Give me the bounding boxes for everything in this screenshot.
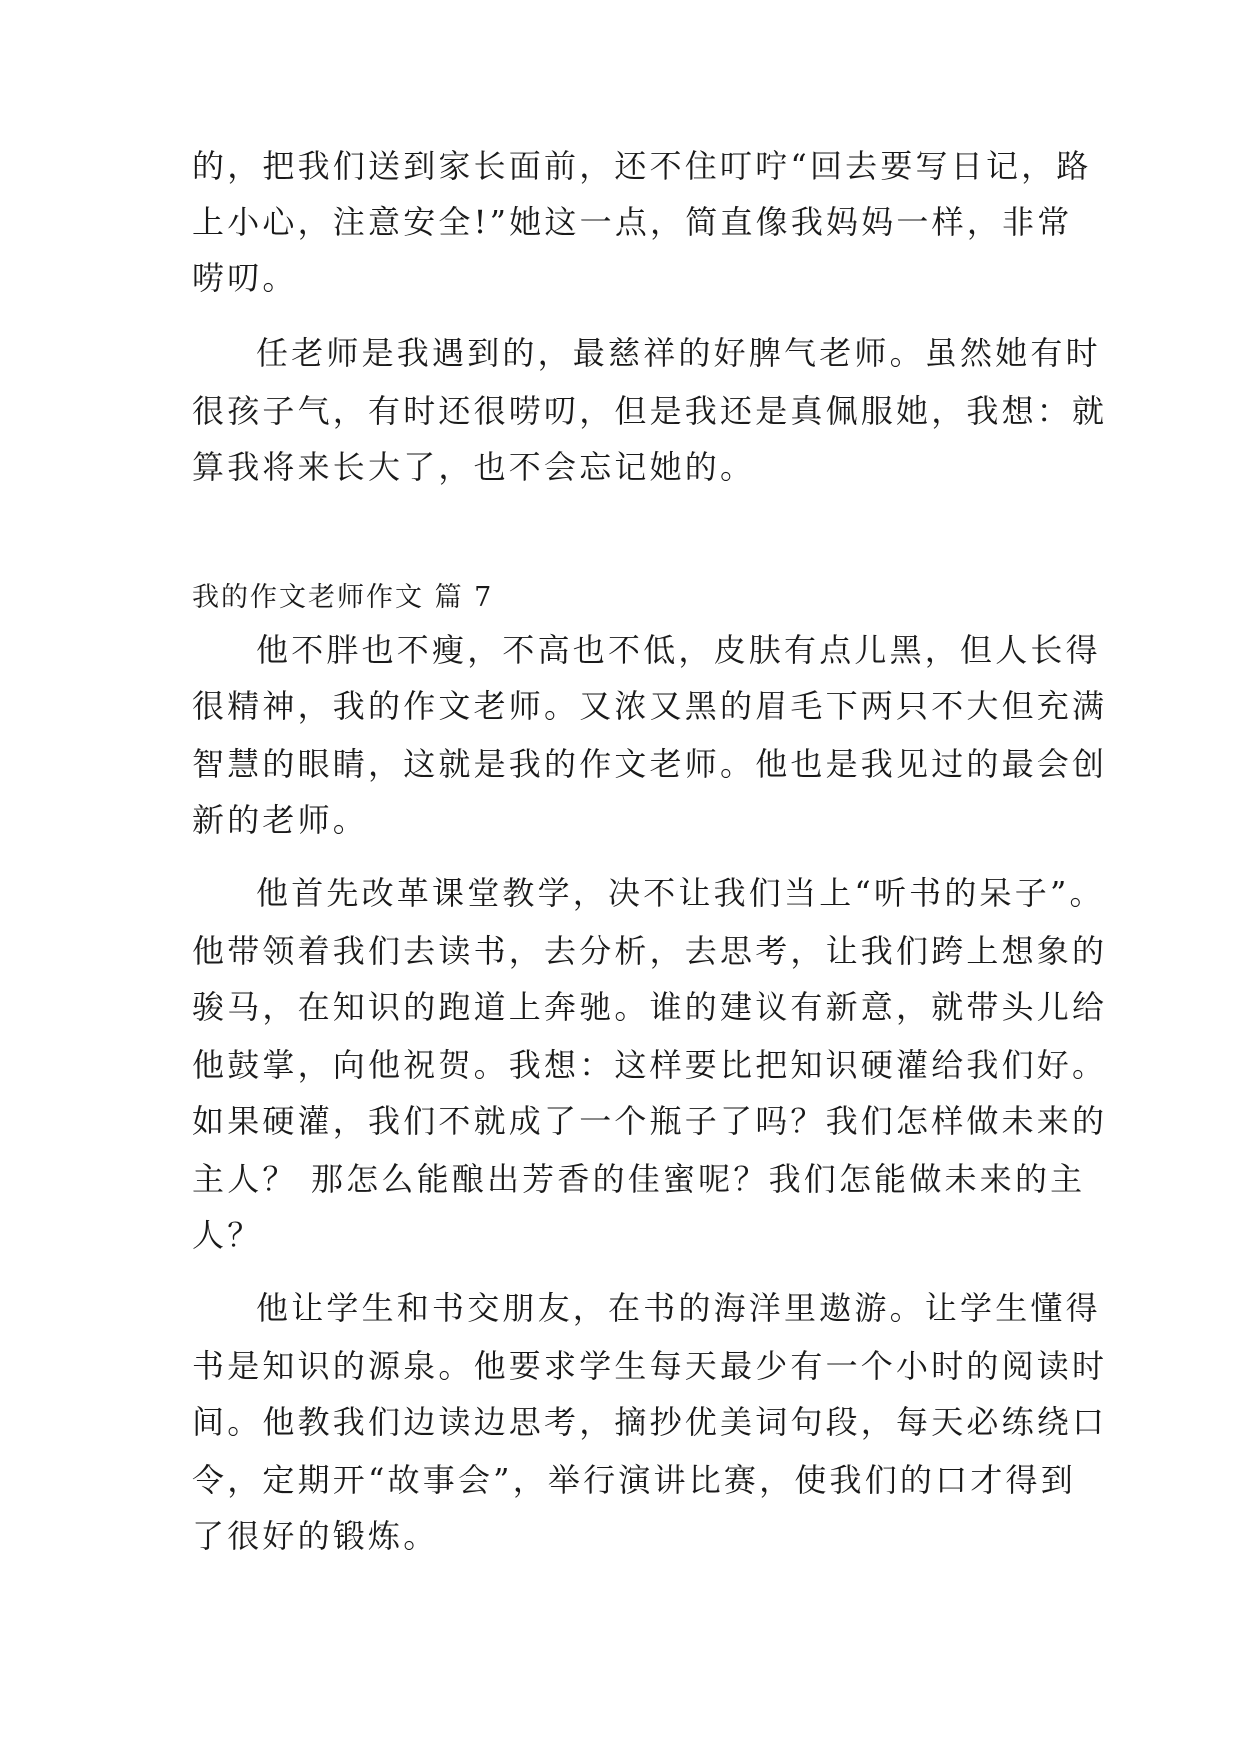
paragraph-3-line-2: 很精神，我的作文老师。又浓又黑的眉毛下两只不大但充满 bbox=[192, 687, 1108, 725]
paragraph-3-line-4: 新的老师。 bbox=[192, 801, 369, 839]
paragraph-5-line-3: 间。他教我们边读边思考，摘抄优美词句段，每天必练绕口 bbox=[192, 1403, 1108, 1441]
paragraph-1-line-1: 的，把我们送到家长面前，还不住叮咛“回去要写日记，路 bbox=[192, 147, 1092, 185]
paragraph-5-line-5: 了很好的锻炼。 bbox=[192, 1517, 439, 1555]
paragraph-2-line-3: 算我将来长大了，也不会忘记她的。 bbox=[192, 448, 756, 486]
paragraph-3-line-1: 他不胖也不瘦，不高也不低，皮肤有点儿黑，但人长得 bbox=[256, 631, 1101, 669]
paragraph-4-line-6: 主人？ 那怎么能酿出芳香的佳蜜呢？我们怎能做未来的主 bbox=[192, 1160, 1086, 1198]
paragraph-2-line-2: 很孩子气，有时还很唠叨，但是我还是真佩服她，我想：就 bbox=[192, 392, 1108, 430]
paragraph-4-line-3: 骏马，在知识的跑道上奔驰。谁的建议有新意，就带头儿给 bbox=[192, 988, 1108, 1026]
paragraph-4-line-5: 如果硬灌，我们不就成了一个瓶子了吗？我们怎样做未来的 bbox=[192, 1102, 1108, 1140]
paragraph-1-line-2: 上小心，注意安全!”她这一点，简直像我妈妈一样，非常 bbox=[192, 203, 1073, 241]
paragraph-4-line-1: 他首先改革课堂教学，决不让我们当上“听书的呆子”。 bbox=[256, 874, 1105, 912]
paragraph-5-line-4: 令，定期开“故事会”，举行演讲比赛，使我们的口才得到 bbox=[192, 1461, 1076, 1499]
paragraph-5-line-2: 书是知识的源泉。他要求学生每天最少有一个小时的阅读时 bbox=[192, 1347, 1108, 1385]
paragraph-1-line-3: 唠叨。 bbox=[192, 259, 298, 297]
paragraph-4-line-7: 人？ bbox=[192, 1216, 263, 1254]
paragraph-4-line-4: 他鼓掌，向他祝贺。我想：这样要比把知识硬灌给我们好。 bbox=[192, 1046, 1108, 1084]
paragraph-5-line-1: 他让学生和书交朋友，在书的海洋里遨游。让学生懂得 bbox=[256, 1289, 1101, 1327]
paragraph-3-line-3: 智慧的眼睛，这就是我的作文老师。他也是我见过的最会创 bbox=[192, 745, 1108, 783]
section-heading: 我的作文老师作文 篇 7 bbox=[192, 582, 494, 613]
paragraph-4-line-2: 他带领着我们去读书，去分析，去思考，让我们跨上想象的 bbox=[192, 932, 1108, 970]
paragraph-2-line-1: 任老师是我遇到的，最慈祥的好脾气老师。虽然她有时 bbox=[256, 334, 1101, 372]
